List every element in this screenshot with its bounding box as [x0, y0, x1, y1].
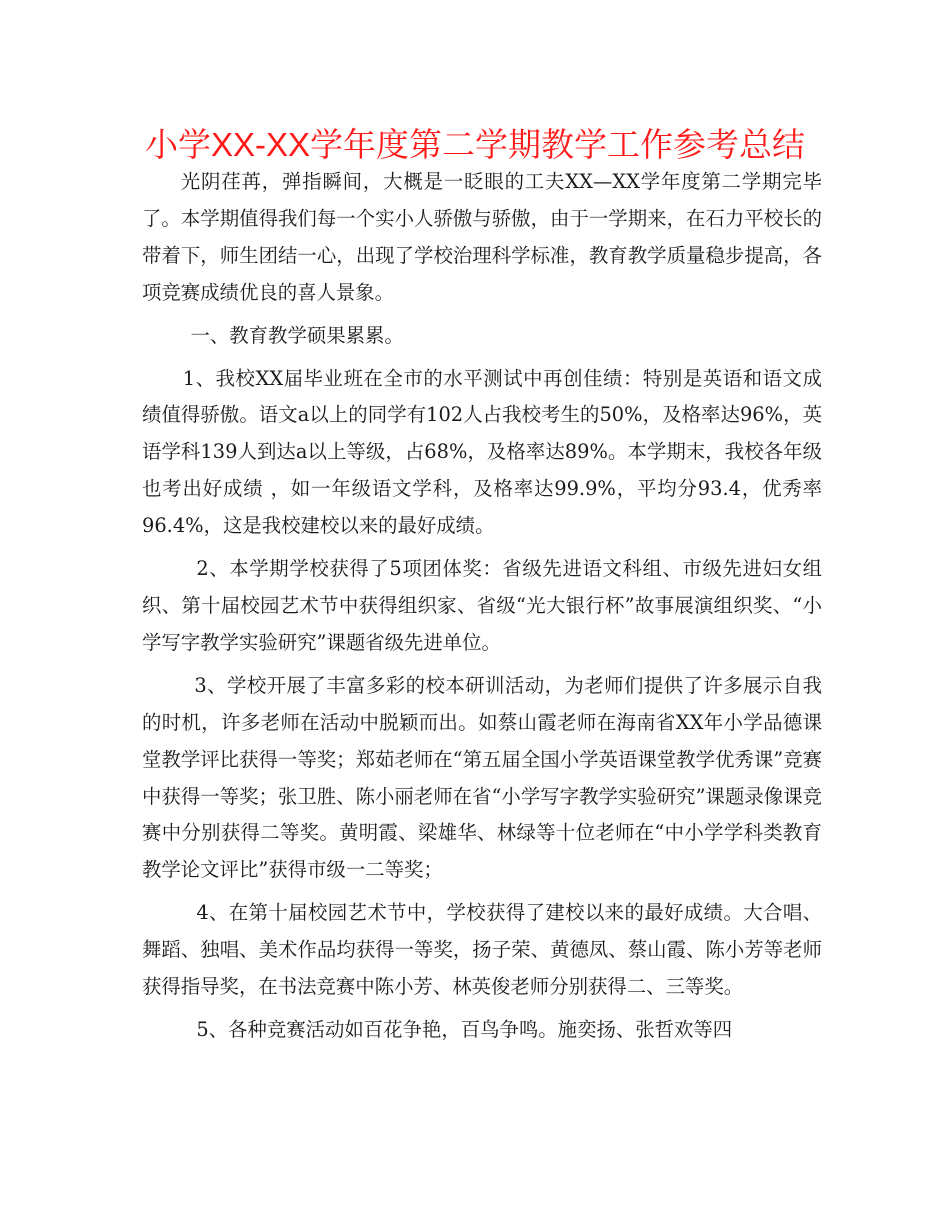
document-title: 小学XX-XX学年度第二学期教学工作参考总结	[144, 126, 806, 163]
document-body	[142, 164, 822, 1049]
paragraph-item-5: 5、各种竞赛活动如百花争艳，百鸟争鸣。施奕扬、张哲欢等四	[196, 1017, 733, 1041]
paragraph-item-1: 1、我校XX届毕业班在全市的水平测试中再创佳绩：特别是英语和语文成绩值得骄傲。语文a以上的同学有102人占我校考生的50%，及格率达96%，英语学科139人到达a以上等级，占68%，及格率达89%。本学期末，我校各年级也考出好成绩 ，如一年级语文学科，及格率达99.9%，平均分93.4，优秀率96.4%，这是我校建校以来的最好成绩。	[142, 366, 822, 538]
paragraph-item-3: 3、学校开展了丰富多彩的校本研训活动，为老师们提供了许多展示自我的时机，许多老师在活动中脱颖而出。如蔡山霞老师在海南省XX年小学品德课堂教学评比获得一等奖；郑茹老师在“第五届全国小学英语课堂教学优秀课”竞赛中获得一等奖；张卫胜、陈小丽老师在省“小学写字教学实验研究”课题录像课竞赛中分别获得二等奖。黄明霞、梁雄华、林绿等十位老师在“中小学学科类教育教学论文评比”获得市级一二等奖；	[142, 673, 822, 882]
paragraph-intro: 光阴荏苒，弹指瞬间，大概是一眨眼的工夫XX—XX学年度第二学期完毕了。本学期值得我们每一个实小人骄傲与骄傲，由于一学期来，在石力平校长的带着下，师生团结一心，出现了学校治理科学标准，教育教学质量稳步提高，各项竞赛成绩优良的喜人景象。	[142, 170, 822, 304]
paragraph-item-4: 4、在第十届校园艺术节中，学校获得了建校以来的最好成绩。大合唱、舞蹈、独唱、美术作品均获得一等奖，扬子荣、黄德凤、蔡山霞、陈小芳等老师获得指导奖，在书法竞赛中陈小芳、林英俊老师分别获得二、三等奖。	[142, 901, 822, 999]
section-heading: 一、教育教学硕果累累。	[190, 323, 404, 347]
paragraph-item-2: 2、本学期学校获得了5项团体奖：省级先进语文科组、市级先进妇女组织、第十届校园艺术节中获得组织家、省级“光大银行杯”故事展演组织奖、“小学写字教学实验研究”课题省级先进单位。	[142, 557, 822, 654]
